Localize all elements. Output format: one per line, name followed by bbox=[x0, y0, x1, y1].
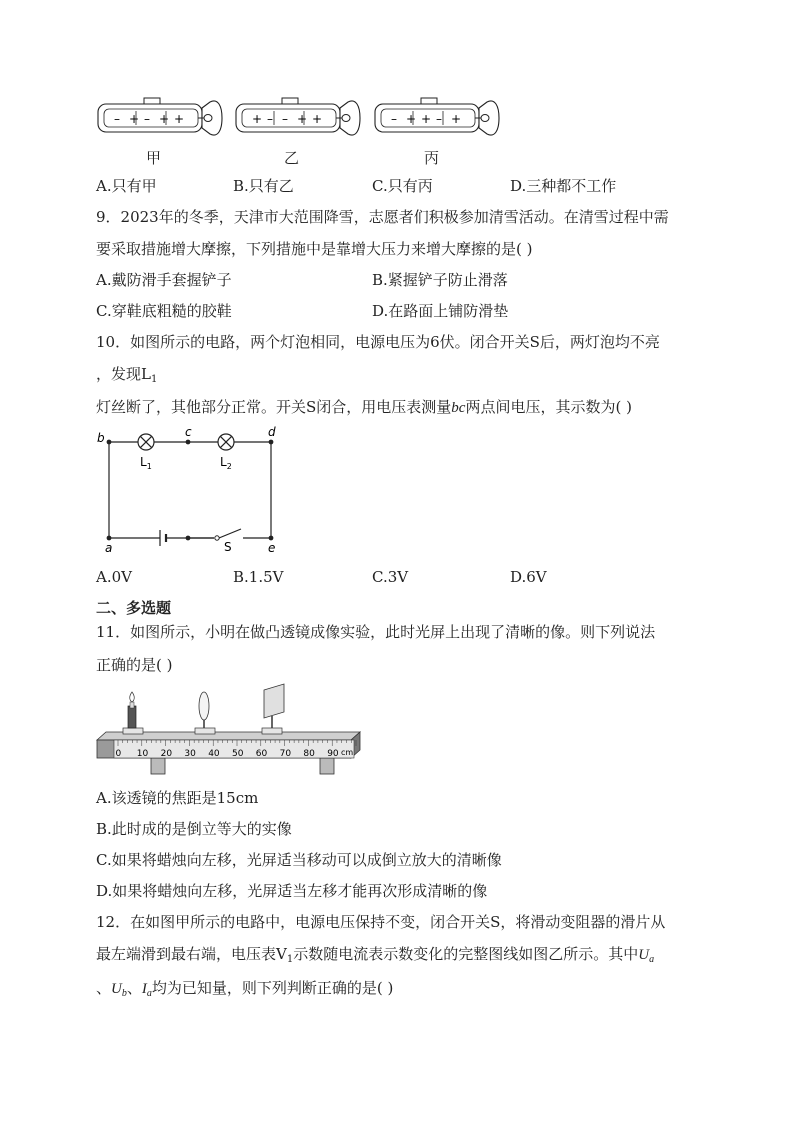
q9-option-d[interactable]: D.在路面上铺防滑垫 bbox=[372, 302, 509, 320]
flashlight-label-yi: 乙 bbox=[284, 149, 300, 167]
flashlight-label-bing: 丙 bbox=[424, 149, 440, 167]
flashlight-yi-icon bbox=[236, 98, 360, 135]
q8-option-d[interactable]: D.三种都不工作 bbox=[510, 177, 617, 195]
bench-unit-label: cm bbox=[341, 748, 354, 757]
q8-option-b[interactable]: B.只有乙 bbox=[233, 177, 294, 195]
q11-stem-line1: 11．如图所示，小明在做凸透镜成像实验，此时光屏上出现了清晰的像。则下列说法 bbox=[96, 623, 656, 641]
battery-sign: + bbox=[174, 112, 185, 126]
battery-sign: + bbox=[406, 112, 417, 126]
battery-sign: – bbox=[391, 112, 397, 126]
q12-var-ub-sub: b bbox=[121, 988, 127, 999]
ruler-tick-label: 30 bbox=[184, 749, 196, 759]
q12-stem-line1: 12．在如图甲所示的电路中，电源电压保持不变，闭合开关S，将滑动变阻器的滑片从 bbox=[96, 913, 666, 931]
battery-sign: + bbox=[159, 112, 170, 126]
convex-lens-icon bbox=[195, 692, 215, 734]
lamp-l1-label bbox=[140, 455, 152, 471]
ruler-tick-label: 80 bbox=[303, 749, 315, 759]
ruler-tick-label: 40 bbox=[208, 749, 220, 759]
q12-line2-post: 示数随电流表示数变化的完整图线如图乙所示。其中 bbox=[293, 945, 639, 963]
battery-sign: – bbox=[267, 112, 273, 126]
battery-sign: – bbox=[436, 112, 442, 126]
ruler-tick-label: 50 bbox=[232, 749, 244, 759]
flashlight-label-jia: 甲 bbox=[146, 149, 162, 167]
ruler-tick-label: 20 bbox=[160, 749, 173, 759]
q10-line2-sub: 1 bbox=[150, 374, 158, 385]
q12-line2-sub: 1 bbox=[286, 954, 294, 965]
q12-stem-line2 bbox=[96, 944, 654, 970]
q12-line3-sep: 、 bbox=[126, 979, 142, 997]
q10-stem-line3 bbox=[96, 397, 632, 418]
ruler-tick-label: 0 bbox=[115, 749, 122, 759]
point-c-label: c bbox=[185, 425, 192, 439]
q10-line3-pre: 灯丝断了，其他部分正常。开关S闭合，用电压表测量 bbox=[96, 398, 452, 416]
lamp-l2-label bbox=[220, 455, 232, 471]
q10-stem-line1: 10．如图所示的电路，两个灯泡相同，电源电压为6伏。闭合开关S后，两灯泡均不亮 bbox=[96, 333, 660, 351]
point-a-label: a bbox=[105, 541, 113, 555]
q12-var-ua: U bbox=[638, 947, 650, 963]
lamp-l1-letter: L bbox=[140, 455, 147, 469]
q12-line2-pre: 最左端滑到最右端，电压表V bbox=[96, 945, 287, 963]
q9-stem-line1: 9．2023年的冬季，天津市大范围降雪，志愿者们积极参加清雪活动。在清雪过程中需 bbox=[96, 208, 669, 226]
q12-line3-post: 均为已知量，则下列判断正确的是( ) bbox=[151, 979, 394, 997]
lamp-l2-letter: L bbox=[220, 455, 227, 469]
ruler-tick-label: 90 bbox=[327, 749, 339, 759]
lamp-l2-sub: 2 bbox=[226, 462, 232, 471]
ruler-tick-label: 70 bbox=[279, 749, 292, 759]
ruler-tick-label: 60 bbox=[255, 749, 268, 759]
q9-option-c[interactable]: C.穿鞋底粗糙的胶鞋 bbox=[96, 302, 232, 320]
candle-icon bbox=[123, 692, 143, 734]
battery-sign: + bbox=[252, 112, 263, 126]
q10-option-c[interactable]: C.3V bbox=[372, 568, 409, 586]
point-e-label: e bbox=[268, 541, 276, 555]
battery-sign: + bbox=[312, 112, 323, 126]
q9-option-b[interactable]: B.紧握铲子防止滑落 bbox=[372, 271, 508, 289]
q8-option-a[interactable]: A.只有甲 bbox=[96, 177, 157, 195]
battery-sign: – bbox=[114, 112, 120, 126]
q8-option-c[interactable]: C.只有丙 bbox=[372, 177, 433, 195]
q11-option-b[interactable]: B.此时成的是倒立等大的实像 bbox=[96, 820, 292, 838]
battery-sign: – bbox=[282, 112, 288, 126]
q10-option-b[interactable]: B.1.5V bbox=[233, 568, 284, 586]
optical-bench-figure bbox=[96, 684, 362, 780]
q12-var-ub: U bbox=[111, 981, 122, 997]
light-screen-icon bbox=[262, 684, 284, 734]
switch-s-label: S bbox=[224, 540, 232, 554]
q12-var-ia: I bbox=[141, 981, 147, 997]
q9-stem-line2: 要采取措施增大摩擦，下列措施中是靠增大压力来增大摩擦的是( ) bbox=[96, 240, 533, 258]
q11-option-c[interactable]: C.如果将蜡烛向左移，光屏适当移动可以成倒立放大的清晰像 bbox=[96, 851, 502, 869]
q11-option-d[interactable]: D.如果将蜡烛向左移，光屏适当左移才能再次形成清晰的像 bbox=[96, 882, 488, 900]
q9-option-a[interactable]: A.戴防滑手套握铲子 bbox=[96, 271, 232, 289]
q12-stem-line3 bbox=[96, 978, 393, 1004]
lamp-l2-icon bbox=[218, 434, 234, 450]
flashlight-figure bbox=[96, 96, 506, 142]
q10-line2-text: ，发现L bbox=[96, 365, 151, 383]
point-b-label: b bbox=[97, 431, 105, 445]
flashlight-bing-icon bbox=[375, 98, 499, 135]
q12-line3-lead: 、 bbox=[96, 979, 112, 997]
ruler-tick-label: 10 bbox=[136, 749, 149, 759]
q10-line3-post: 两点间电压，其示数为( ) bbox=[465, 398, 632, 416]
q11-option-a[interactable]: A.该透镜的焦距是15cm bbox=[96, 789, 259, 807]
lamp-l1-icon bbox=[138, 434, 154, 450]
battery-sign: + bbox=[421, 112, 432, 126]
q10-option-d[interactable]: D.6V bbox=[510, 568, 547, 586]
q12-var-ua-sub: a bbox=[649, 954, 655, 965]
section-title-multiple-choice: 二、多选题 bbox=[96, 599, 172, 617]
lamp-l1-sub: 1 bbox=[146, 462, 152, 471]
battery-sign: – bbox=[144, 112, 150, 126]
q10-circuit-diagram bbox=[96, 425, 286, 556]
point-d-label: d bbox=[268, 425, 276, 439]
q12-var-ia-sub: a bbox=[146, 988, 152, 999]
q10-line3-var: bc bbox=[451, 400, 466, 416]
q10-option-a[interactable]: A.0V bbox=[96, 568, 132, 586]
battery-sign: + bbox=[297, 112, 308, 126]
flashlight-jia-icon bbox=[98, 98, 222, 135]
q11-stem-line2: 正确的是( ) bbox=[96, 656, 173, 674]
battery-sign: + bbox=[451, 112, 462, 126]
q10-stem-line2 bbox=[96, 364, 157, 390]
battery-sign: + bbox=[129, 112, 140, 126]
